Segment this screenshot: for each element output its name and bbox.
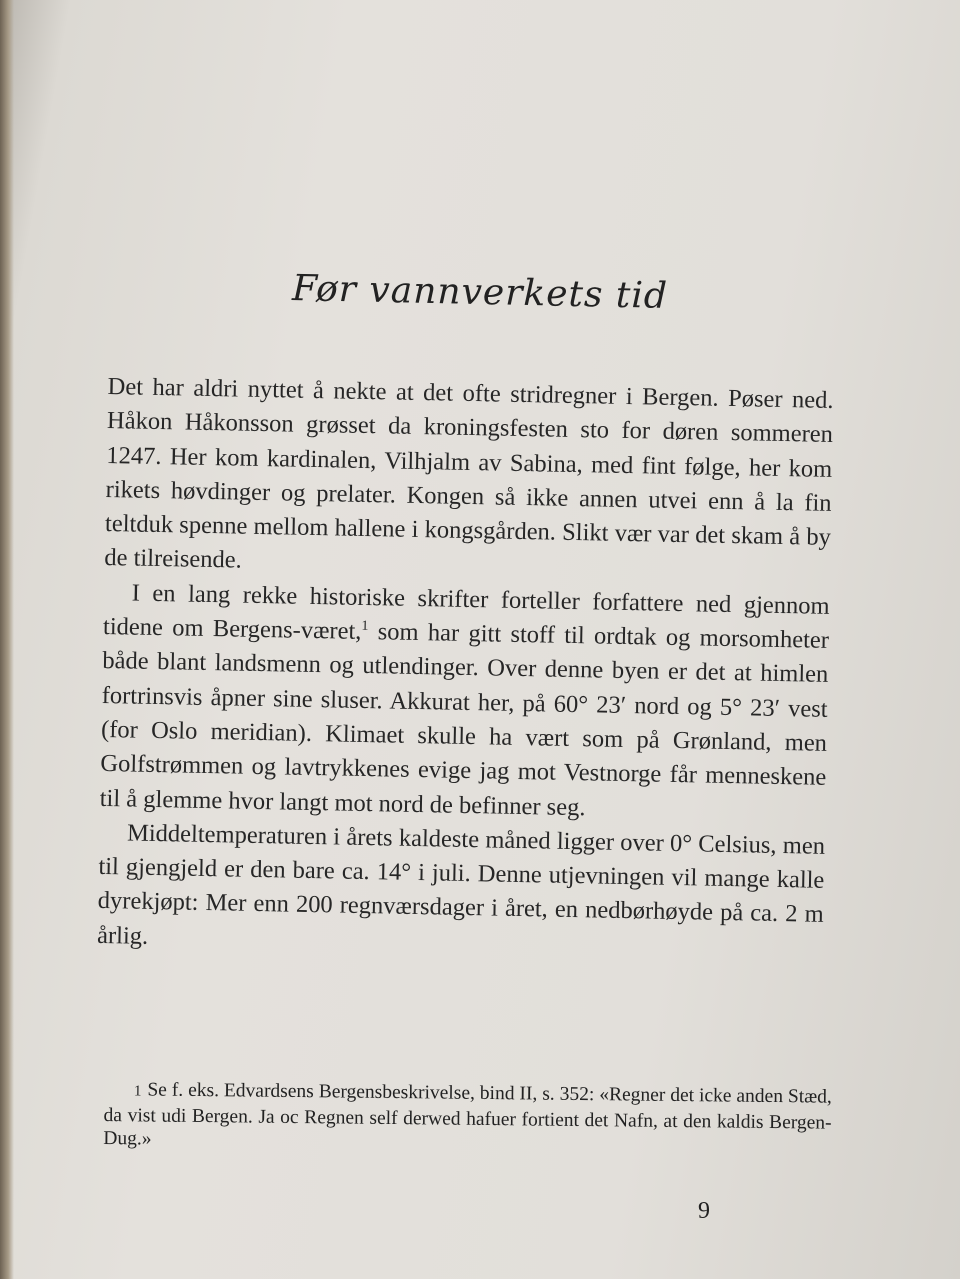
- footnote-text: Se f. eks. Edvardsens Bergensbeskrivelse, bind II, s. 352: «Regner det icke anden Stæd, da vist udi Bergen. Ja oc Regnen self derwed hafuer fortient det Nafn, at den kaldis Bergen-Dug.»: [103, 1079, 832, 1150]
- footnote-number: 1: [133, 1083, 142, 1100]
- paragraph-2: [99, 576, 829, 830]
- book-spine-shadow: [0, 0, 14, 1279]
- body-text: [97, 370, 834, 967]
- paragraph-1: Det har aldri nyttet å nekte at det ofte stridregner i Bergen. Pøser ned. Håkon Håkonsson grøsset da kroningsfesten sto for døren sommeren 1247. Her kom kardinalen, Vilhjalm av Sabina, med fint følge, her kom rikets høvdinger og prelater. Kongen så ikke annen utvei enn å la fin teltduk spenne mellom hallene i kongsgården. Slikt vær var det skam å by de tilreisende.: [104, 372, 834, 575]
- chapter-title: Før vannverkets tid: [291, 268, 669, 317]
- paragraph-3: Middeltemperaturen i årets kaldeste måned ligger over 0° Celsius, men til gjengjeld er den bare ca. 14° i juli. Denne utjevningen vil mange kalle dyrekjøpt: Mer enn 200 regnværsdager i året, en nedbørhøyde på ca. 2 m årlig.: [96, 819, 826, 950]
- page-number: 9: [698, 1198, 710, 1224]
- footnote-reference: 1: [361, 618, 369, 634]
- paragraph-2-part-1: I en lang rekke historiske skrifter forteller forfattere ned gjennom tidene om Bergens-været,: [102, 579, 830, 645]
- paragraph-2-part-2: som har gitt stoff til ordtak og morsomheter både blant landsmenn og utlendinger. Over denne byen er det at himlen fortrinsvis åpner sine sluser. Akkurat her, på 60° 23′ nord og 5° 23′ vest (for Oslo meridian). Klimaet skulle ha vært som på Grønland, men Golfstrømmen og lavtrykkenes evige jag mot Vestnorge får menneskene til å glemme hvor langt mot nord de befinner seg.: [99, 618, 830, 821]
- footnote: [103, 1078, 832, 1158]
